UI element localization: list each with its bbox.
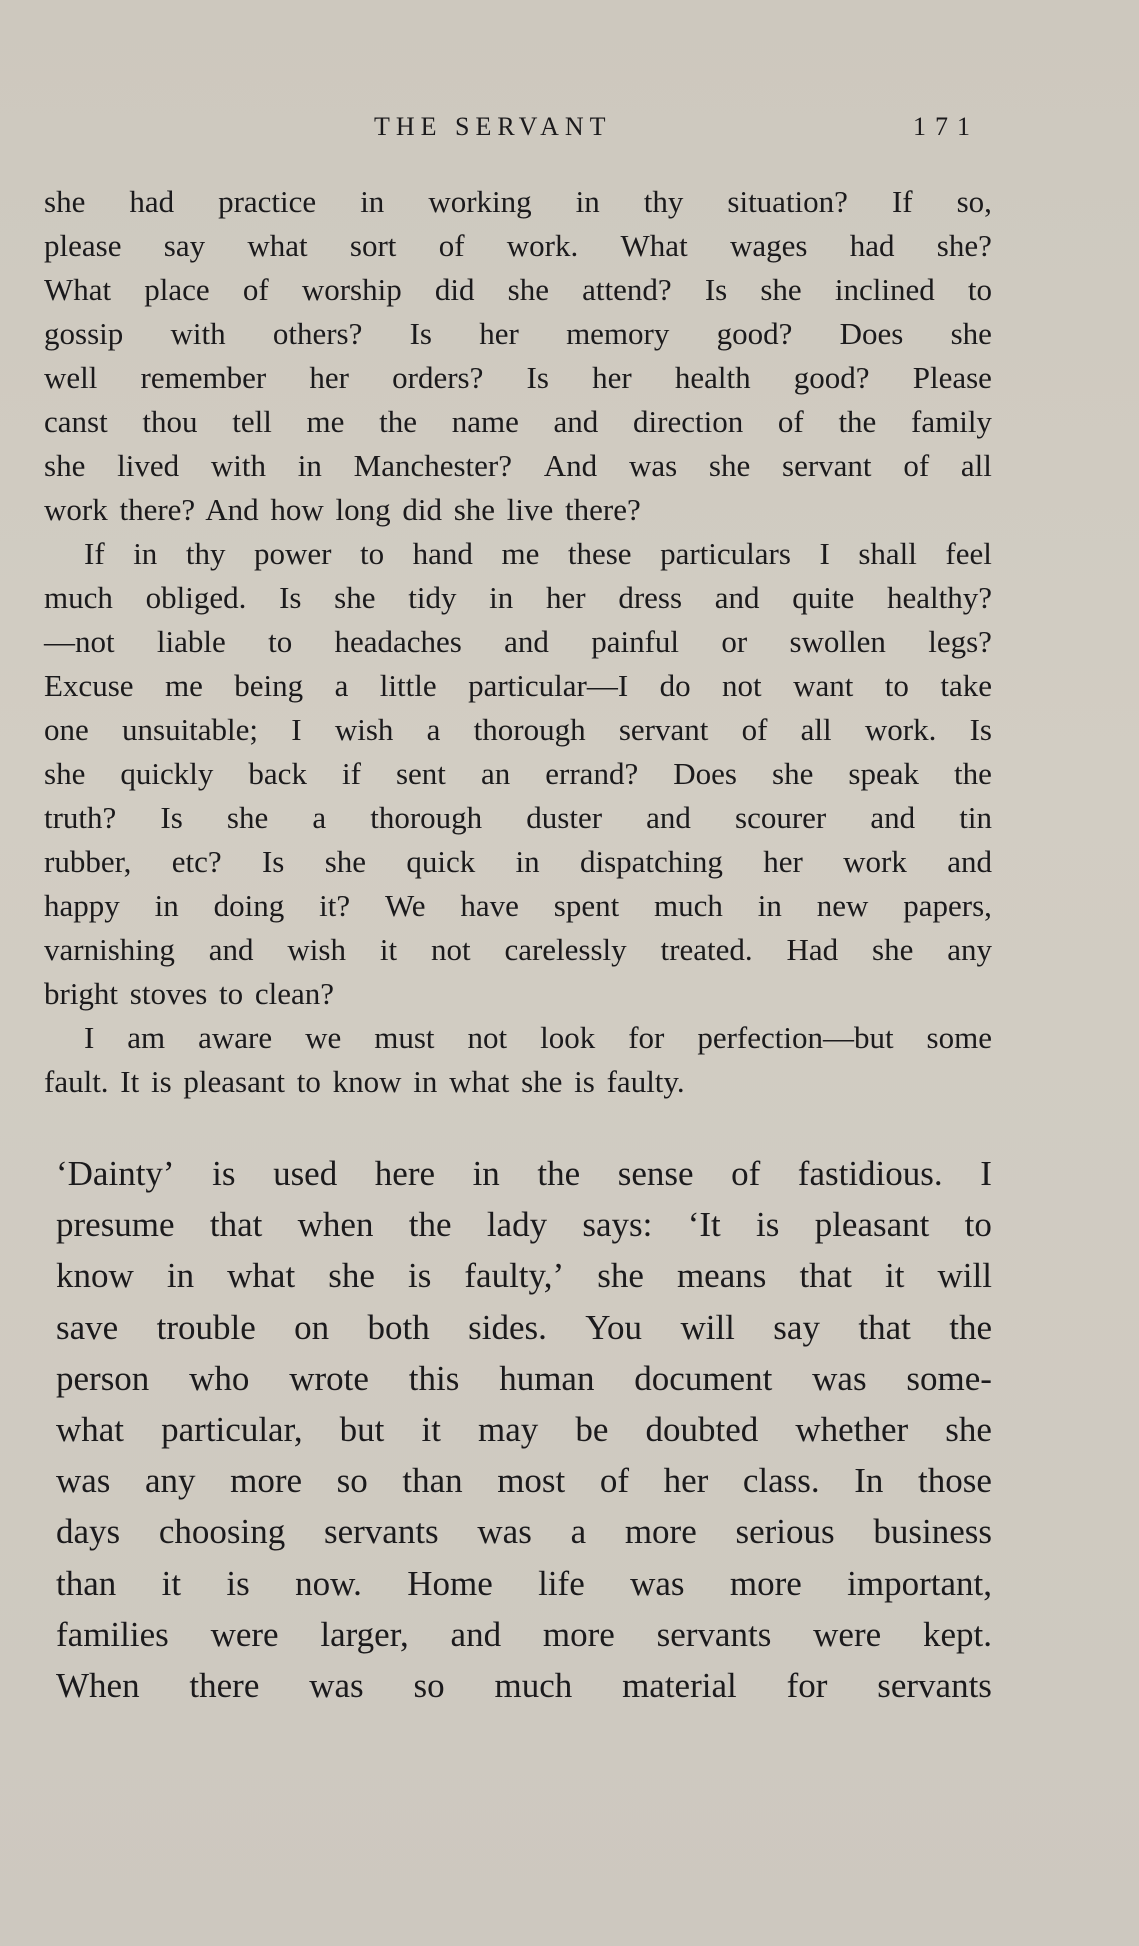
page-number: 171 [913,112,979,141]
text-line: bright stoves to clean? [44,976,335,1011]
text-line: she had practice in working in thy situation? If so, [44,184,992,219]
text-line: truth? Is she a thorough duster and scourer and tin [44,800,992,835]
text-line: know in what she is faulty,’ she means that it will [56,1256,992,1296]
running-title: THE SERVANT [374,112,612,141]
text-line: what particular, but it may be doubted whether she [56,1409,992,1449]
text-line: please say what sort of work. What wages had she? [44,228,992,263]
text-line: days choosing servants was a more serious business [56,1512,992,1552]
text-line: If in thy power to hand me these particulars I shall feel [84,536,992,571]
text-line: well remember her orders? Is her health good? Please [44,360,992,395]
text-line: presume that when the lady says: ‘It is pleasant to [56,1205,992,1245]
text-line: canst thou tell me the name and direction of the family [44,404,992,439]
commentary-paragraph [56,1148,992,1711]
letter-excerpt [44,180,992,1104]
text-line: she quickly back if sent an errand? Does she speak the [44,756,992,791]
text-line: person who wrote this human document was some- [56,1358,992,1398]
text-line: Excuse me being a little particular—I do not want to take [44,668,992,703]
text-line: When there was so much material for servants [56,1665,992,1705]
text-line: —not liable to headaches and painful or swollen legs? [44,624,992,659]
text-line: much obliged. Is she tidy in her dress and quite healthy? [44,580,992,615]
text-line: one unsuitable; I wish a thorough servant of all work. Is [44,712,992,747]
text-line: than it is now. Home life was more important, [56,1563,992,1603]
text-line: work there? And how long did she live there? [44,492,641,527]
text-line: rubber, etc? Is she quick in dispatching her work and [44,844,992,879]
text-line: varnishing and wish it not carelessly treated. Had she any [44,932,992,967]
text-line: What place of worship did she attend? Is she inclined to [44,272,992,307]
text-line: was any more so than most of her class. In those [56,1461,992,1501]
text-line: ‘Dainty’ is used here in the sense of fastidious. I [56,1154,992,1193]
text-line: families were larger, and more servants were kept. [56,1614,992,1654]
text-line: save trouble on both sides. You will say that the [56,1307,992,1347]
text-line: gossip with others? Is her memory good? Does she [44,316,992,351]
text-line: she lived with in Manchester? And was she servant of all [44,448,992,483]
text-line: happy in doing it? We have spent much in new papers, [44,888,992,923]
text-line: fault. It is pleasant to know in what she is faulty. [44,1064,685,1099]
running-head [0,112,1139,152]
text-line: I am aware we must not look for perfection—but some [84,1020,992,1055]
